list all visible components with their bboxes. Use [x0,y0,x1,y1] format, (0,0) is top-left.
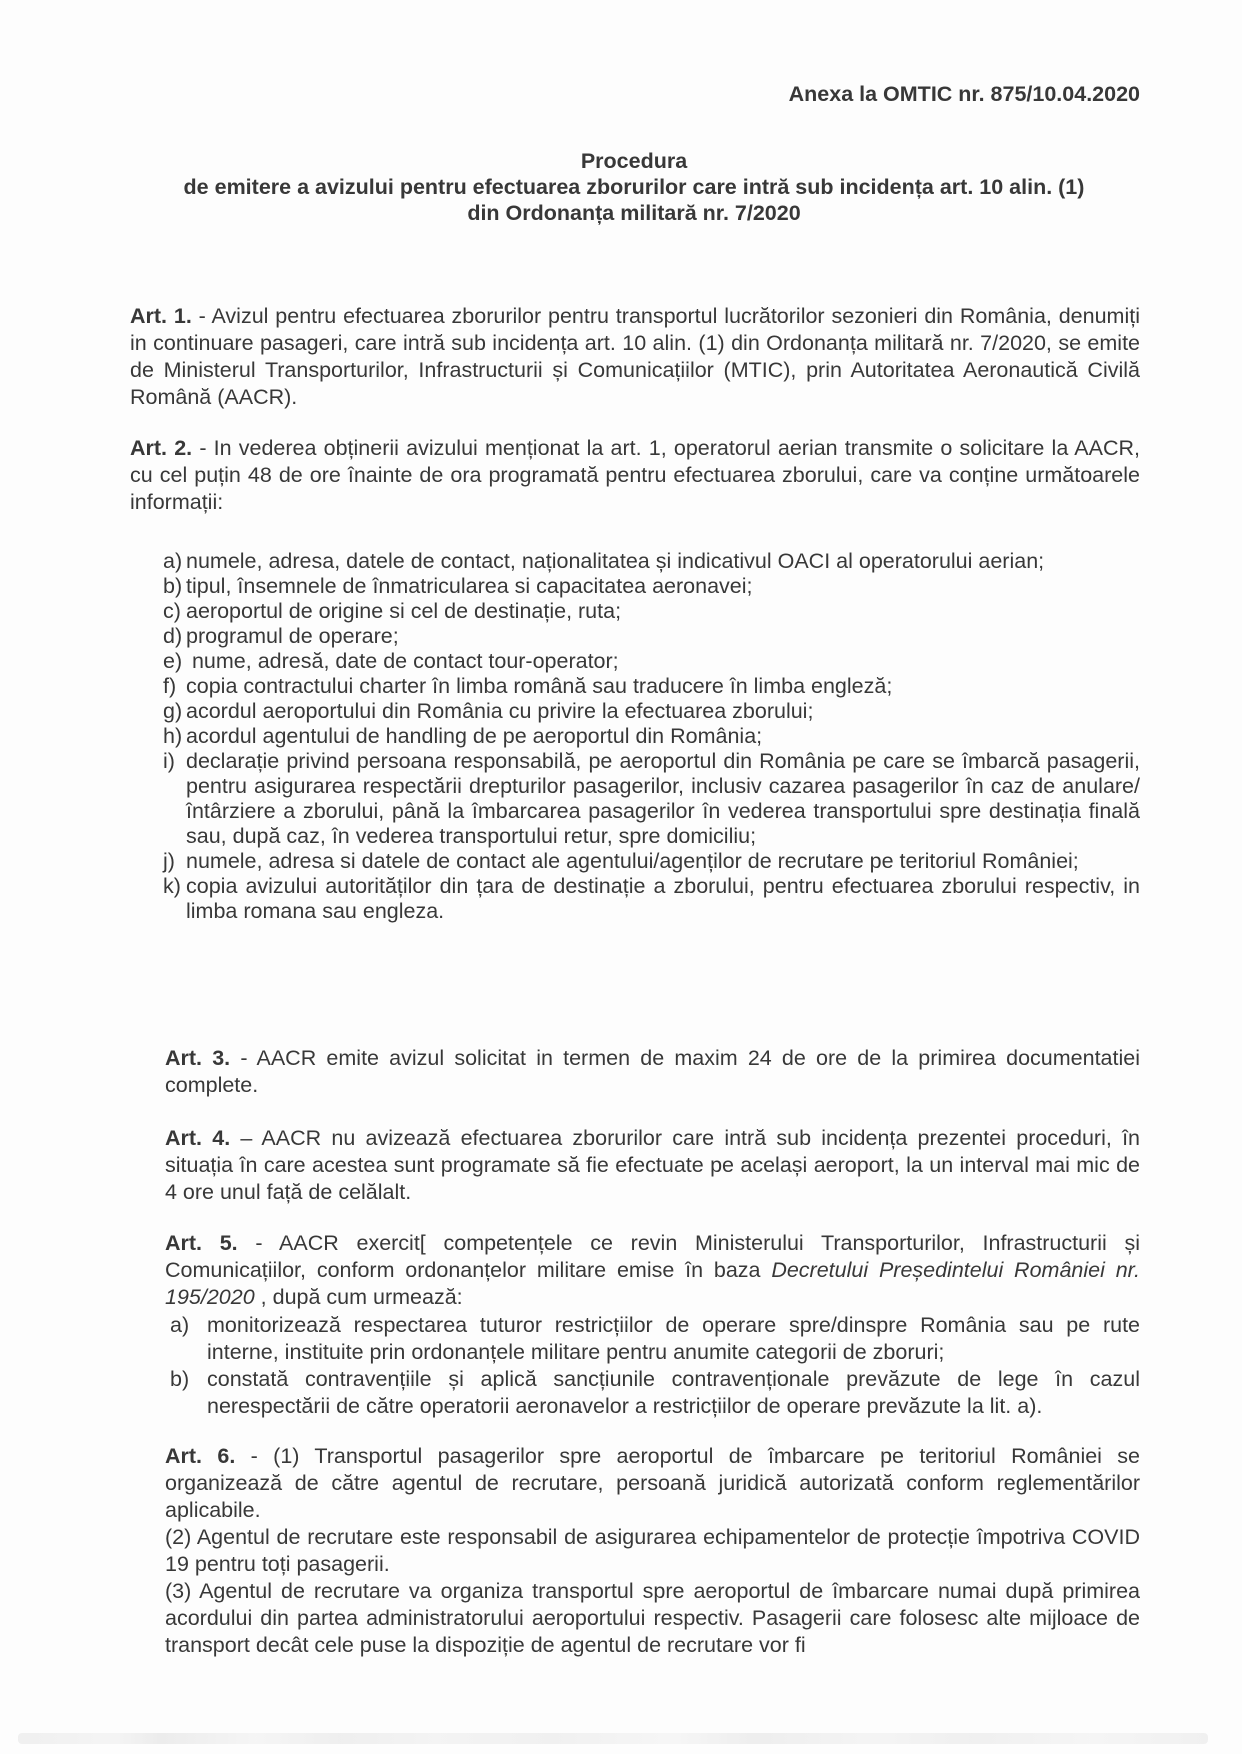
article-5-italic-reference: Decretului Președintelui României nr. 195/2020 [165,1258,1140,1309]
list-item [163,674,1140,699]
list-item-text: acordul agentului de handling de pe aeroportul din România; [186,724,763,748]
list-item [163,749,1140,849]
list-item-text: monitorizează respectarea tuturor restricțiilor de operare spre/dinspre România sau pe rute interne, instituite prin ordonanțele militare pentru anumite categorii de zboruri; [207,1313,1140,1364]
article-6-paragraph-3: (3) Agentul de recrutare va organiza transportul spre aeroportul de îmbarcare numai după primirea acordului din partea administratorului aeroportului respectiv. Pasagerii care folosesc alte mijloace de transport decât cele puse la dispoziție de agentul de recrutare vor fi [165,1579,1140,1657]
list-item [163,849,1140,874]
list-item-letter: f) [163,674,177,698]
list-item [163,874,1140,924]
article-2-label: Art. 2. [130,436,193,460]
list-item-text: acordul aeroportului din România cu privire la efectuarea zborului; [186,699,814,723]
article-1 [130,303,1140,411]
list-item-letter: b) [170,1367,190,1391]
article-5-list [170,1312,1140,1420]
list-item [163,724,1140,749]
list-item-letter: i) [163,749,175,773]
list-item [170,1312,1140,1366]
list-item-letter: e) [163,649,183,673]
list-item [163,699,1140,724]
list-item-letter: a) [170,1313,190,1337]
list-item [163,599,1140,624]
article-5 [165,1230,1140,1311]
article-2-list [163,549,1140,924]
list-item [163,649,1140,674]
title-line-1: Procedura [580,149,688,173]
article-6-paragraph-2: (2) Agentul de recrutare este responsabil de asigurarea echipamentelor de protecție împotriva COVID 19 pentru toți pasagerii. [165,1525,1140,1576]
list-item [163,624,1140,649]
list-item-letter: d) [163,624,183,648]
scan-artifact-band [18,1733,1208,1744]
annex-reference: Anexa la OMTIC nr. 875/10.04.2020 [788,82,1140,106]
article-1-label: Art. 1. [130,304,192,328]
article-4-body: – AACR nu avizează efectuarea zborurilor care intră sub incidența prezentei proceduri, în situația în care acestea sunt programate să fie efectuate pe același aeroport, la un interval mai mic de 4 ore unul față de celălalt. [165,1126,1140,1204]
list-item-text: programul de operare; [186,624,399,648]
title-line-2: de emitere a avizului pentru efectuarea zborurilor care intră sub incidența art. 10 alin. (1) [183,175,1085,199]
article-3-body: - AACR emite avizul solicitat in termen de maxim 24 de ore de la primirea documentatiei complete. [165,1046,1141,1097]
article-6-paragraph-1 [165,1443,1140,1524]
article-6 [165,1443,1140,1659]
article-2-body: - In vederea obținerii avizului menționat la art. 1, operatorul aerian transmite o solicitare la AACR, cu cel puțin 48 de ore înainte de ora programată pentru efectuarea zborului, care va conține următoarele informații: [130,436,1140,514]
article-4-label: Art. 4. [165,1126,231,1150]
list-item-text: tipul, însemnele de înmatricularea si capacitatea aeronavei; [186,574,753,598]
list-item-text: copia avizului autorităților din țara de destinație a zborului, pentru efectuarea zborului respectiv, in limba romana sau engleza. [186,874,1140,923]
article-6-label: Art. 6. [165,1444,236,1468]
list-item-letter: j) [163,849,175,873]
list-item-letter: a) [163,549,183,573]
article-1-body: - Avizul pentru efectuarea zborurilor pentru transportul lucrătorilor sezonieri din România, denumiți in continuare pasageri, care intră sub incidența art. 10 alin. (1) din Ordonanța militară nr. 7/2020, se emite de Ministerul Transporturilor, Infrastructurii și Comunicațiilor (MTIC), prin Autoritatea Aeronautică Civilă Română (AACR). [130,304,1140,409]
list-item-letter: k) [163,874,181,898]
list-item-text: aeroportul de origine si cel de destinație, ruta; [186,599,622,623]
article-4 [165,1125,1140,1206]
article-6-body-1: - (1) Transportul pasagerilor spre aeroportul de îmbarcare pe teritoriul României se organizează de către agentul de recrutare, persoană juridică autorizată conform reglementărilor aplicabile. [165,1444,1141,1522]
list-item-text: constată contravențiile și aplică sancțiunile contravenționale prevăzute de lege în cazul nerespectării de către operatorii aeronavelor a restricțiilor de operare prevăzute la lit. a). [207,1367,1140,1418]
list-item-letter: g) [163,699,183,723]
article-5-body-after: , după cum urmează: [254,1285,463,1309]
article-3 [165,1045,1140,1099]
title-line-3: din Ordonanța militară nr. 7/2020 [467,201,801,225]
article-5-body-before: - AACR exercit[ competențele ce revin Ministerului Transporturilor, Infrastructurii și Comunicațiilor, conform ordonanțelor militare emise în baza [165,1231,1140,1282]
list-item [163,574,1140,599]
list-item-text: numele, adresa si datele de contact ale agentului/agenților de recrutare pe teritoriul României; [186,849,1079,873]
list-item-text: copia contractului charter în limba română sau traducere în limba engleză; [186,674,893,698]
document-title [84,148,1184,226]
list-item-letter: c) [163,599,181,623]
list-item-letter: h) [163,724,183,748]
article-5-label: Art. 5. [165,1231,238,1255]
article-3-label: Art. 3. [165,1046,231,1070]
list-item-letter: b) [163,574,183,598]
list-item-text: declarație privind persoana responsabilă, pe aeroportul din România pe care se îmbarcă pasagerii, pentru asigurarea respectării drepturilor pasagerilor, inclusiv cazarea pasagerilor în caz de anulare/întârziere a zborului, până la îmbarcarea pasagerilor în vederea transportului spre destinația finală sau, după caz, în vederea transportului retur, spre domiciliu; [186,749,1140,848]
article-2 [130,435,1140,516]
list-item-text: numele, adresa, datele de contact, naționalitatea și indicativul OACI al operatorului aerian; [186,549,1045,573]
list-item [170,1366,1140,1420]
list-item-text: nume, adresă, date de contact tour-operator; [186,649,619,673]
list-item [163,549,1140,574]
